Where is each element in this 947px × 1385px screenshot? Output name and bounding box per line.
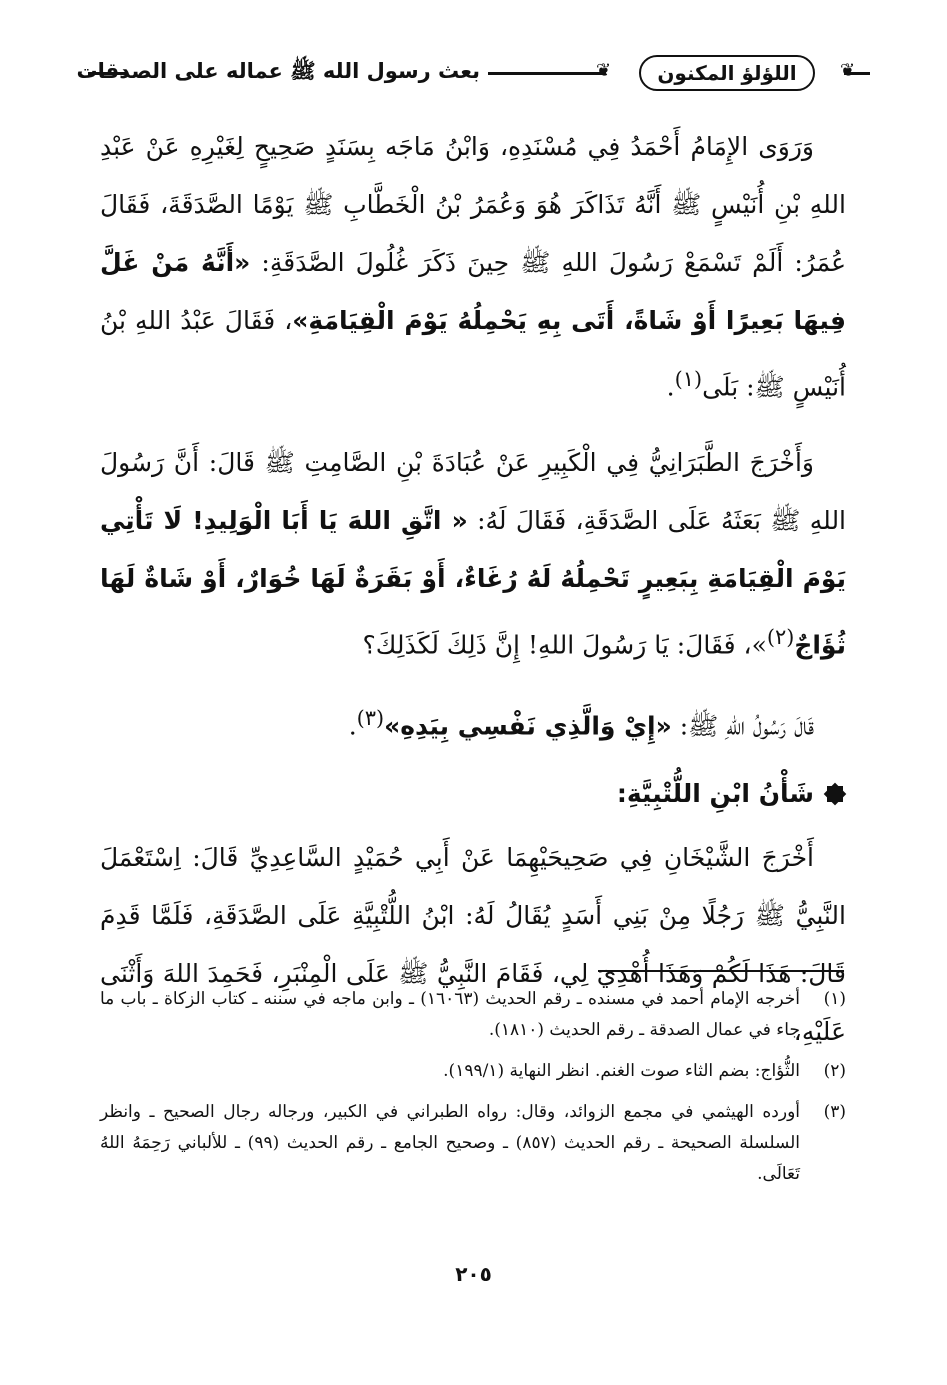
hadith-quote: «أَنَّهُ مَنْ غَلَّ فِيهَا بَعِيرًا أَوْ شَاةً، أَتَى بِهِ يَحْمِلُهُ يَوْمَ الْقِيَامَةِ»	[100, 248, 846, 335]
paragraph: وَرَوَى الإِمَامُ أَحْمَدُ فِي مُسْنَدِهِ، وَابْنُ مَاجَه بِسَنَدٍ صَحِيحٍ لِغَيْرِهِ عَنْ عَبْدِ اللهِ بْنِ أُنَيْسٍ ﷺ أَنَّهُ تَذَاكَرَ هُوَ وَعُمَرُ بْنُ الْخَطَّابِ ﷺ يَوْمًا الصَّدَقَةَ، فَقَالَ عُمَرُ: أَلَمْ تَسْمَعْ رَسُولَ اللهِ ﷺ حِينَ ذَكَرَ غُلُولَ الصَّدَقَةِ: «أَنَّهُ مَنْ غَلَّ فِيهَا بَعِيرًا أَوْ شَاةً، أَتَى بِهِ يَحْمِلُهُ يَوْمَ الْقِيَامَةِ»، فَقَالَ عَبْدُ اللهِ بْنُ أُنَيْسٍ ﷺ: بَلَى$^{(١)}$.	[100, 132, 846, 402]
footnote-number: (٣)	[823, 1102, 846, 1122]
paragraph-text: أَخْرَجَ الشَّيْخَانِ فِي صَحِيحَيْهِمَا عَنْ أَبِي حُمَيْدٍ السَّاعِدِيِّ قَالَ: اِسْتَعْمَلَ النَّبِيُّ ﷺ رَجُلًا مِنْ بَنِي أَسَدٍ يُقَالُ لَهُ: ابْنُ اللُّتْبِيَّةِ عَلَى الصَّدَقَةِ، فَلَمَّا قَدِمَ قَالَ: هَذَا لَكُمْ وَهَذَا أُهْدِيَ لِي، فَقَامَ النَّبِيُّ ﷺ عَلَى الْمِنْبَرِ، فَحَمِدَ اللهَ وَأَثْنَى عَلَيْهِ،	[100, 842, 846, 1046]
footnote-ref[interactable]: (١)	[674, 367, 703, 391]
footnote-number: (١)	[823, 989, 846, 1009]
footnote-text: الثُّؤاج: بضم الثاء صوت الغنم. انظر النهاية (١٩٩/١).	[443, 1061, 800, 1081]
footnote-ref[interactable]: (٢)	[766, 625, 795, 650]
page-number: ٢٠٥	[455, 1262, 492, 1286]
running-header	[76, 50, 870, 106]
ornament-icon: ❦	[840, 60, 856, 81]
paragraph-text: وَرَوَى الإِمَامُ أَحْمَدُ فِي مُسْنَدِهِ، وَابْنُ مَاجَه بِسَنَدٍ صَحِيحٍ لِغَيْرِهِ عَنْ عَبْدِ اللهِ بْنِ أُنَيْسٍ ﷺ أَنَّهُ تَذَاكَرَ هُوَ وَعُمَرُ بْنُ الْخَطَّابِ ﷺ يَوْمًا الصَّدَقَةَ، فَقَالَ عُمَرُ: أَلَمْ تَسْمَعْ رَسُولَ اللهِ ﷺ حِينَ ذَكَرَ غُلُولَ الصَّدَقَةِ:	[100, 132, 846, 277]
bullet-icon	[824, 783, 846, 805]
main-text	[100, 118, 846, 1061]
footnote-text: أخرجه الإمام أحمد في مسنده ـ رقم الحديث (١٦٠٦٣) ـ وابن ماجه في سننه ـ كتاب الزكاة ـ باب ما جاء في عمال الصدقة ـ رقم الحديث (١٨١٠).	[100, 989, 800, 1040]
header-rule	[844, 72, 870, 75]
paragraph-text: »، فَقَالَ: يَا رَسُولَ اللهِ! إِنَّ ذَلِكَ لَكَذَلِكَ؟	[362, 630, 767, 660]
hadith-quote: « اتَّقِ اللهَ يَا أَبَا الْوَلِيدِ! لَا تَأْتِي يَوْمَ الْقِيَامَةِ بِبَعِيرٍ تَحْمِلُهُ لَهُ رُغَاءٌ، أَوْ بَقَرَةٌ لَهَا خُوَارٌ، أَوْ شَاةٌ لَهَا ثُؤَاجٌ	[100, 506, 846, 660]
footnote	[100, 1056, 846, 1087]
paragraph	[100, 434, 846, 674]
book-title: اللؤلؤ المكنون	[639, 55, 814, 91]
paragraph-text: وَأَخْرَجَ الطَّبَرَانِيُّ فِي الْكَبِيرِ عَنْ عُبَادَةَ بْنِ الصَّامِتِ ﷺ قَالَ: أَنَّ رَسُولَ اللهِ ﷺ بَعَثَهُ عَلَى الصَّدَقَةِ، فَقَالَ لَهُ:	[100, 448, 847, 536]
footnote-rule	[598, 970, 844, 972]
section-heading-text: شَأْنُ ابْنِ اللُّتْبِيَّةِ:	[616, 778, 814, 808]
section-heading	[100, 765, 846, 823]
footnote	[100, 1097, 846, 1190]
chapter-title: بعث رسول الله ﷺ عماله على الصدقات	[76, 59, 480, 83]
footnotes	[100, 984, 846, 1200]
footnote-text: أورده الهيثمي في مجمع الزوائد، وقال: رواه الطبراني في الكبير، ورجاله رجال الصحيح ـ وانظر السلسلة الصحيحة ـ رقم الحديث (٨٥٧) ـ وصحيح الجامع ـ رقم الحديث (٩٩) ـ للألباني رَحِمَهُ اللهُ تَعَالَى.	[100, 1102, 801, 1184]
footnote-number: (٢)	[823, 1061, 846, 1081]
footnote-ref[interactable]: (٣)	[356, 705, 385, 730]
paragraph: قَالَ رَسُولُ اللهِ ﷺ: «إِيْ وَالَّذِي نَفْسِي بِيَدِهِ»$^{(٣)}$.	[348, 705, 814, 740]
ornament-icon: ❦	[596, 60, 612, 81]
paragraph-text: ، فَقَالَ عَبْدُ اللهِ بْنُ أُنَيْسٍ ﷺ: بَلَى	[100, 306, 846, 402]
hadith-quote: «إِيْ وَالَّذِي نَفْسِي بِيَدِهِ»	[384, 710, 672, 740]
paragraph-text: قَالَ رَسُولُ اللهِ ﷺ:	[679, 710, 814, 740]
footnote	[100, 984, 846, 1046]
book-title-frame	[614, 52, 840, 94]
header-rule	[488, 72, 606, 75]
